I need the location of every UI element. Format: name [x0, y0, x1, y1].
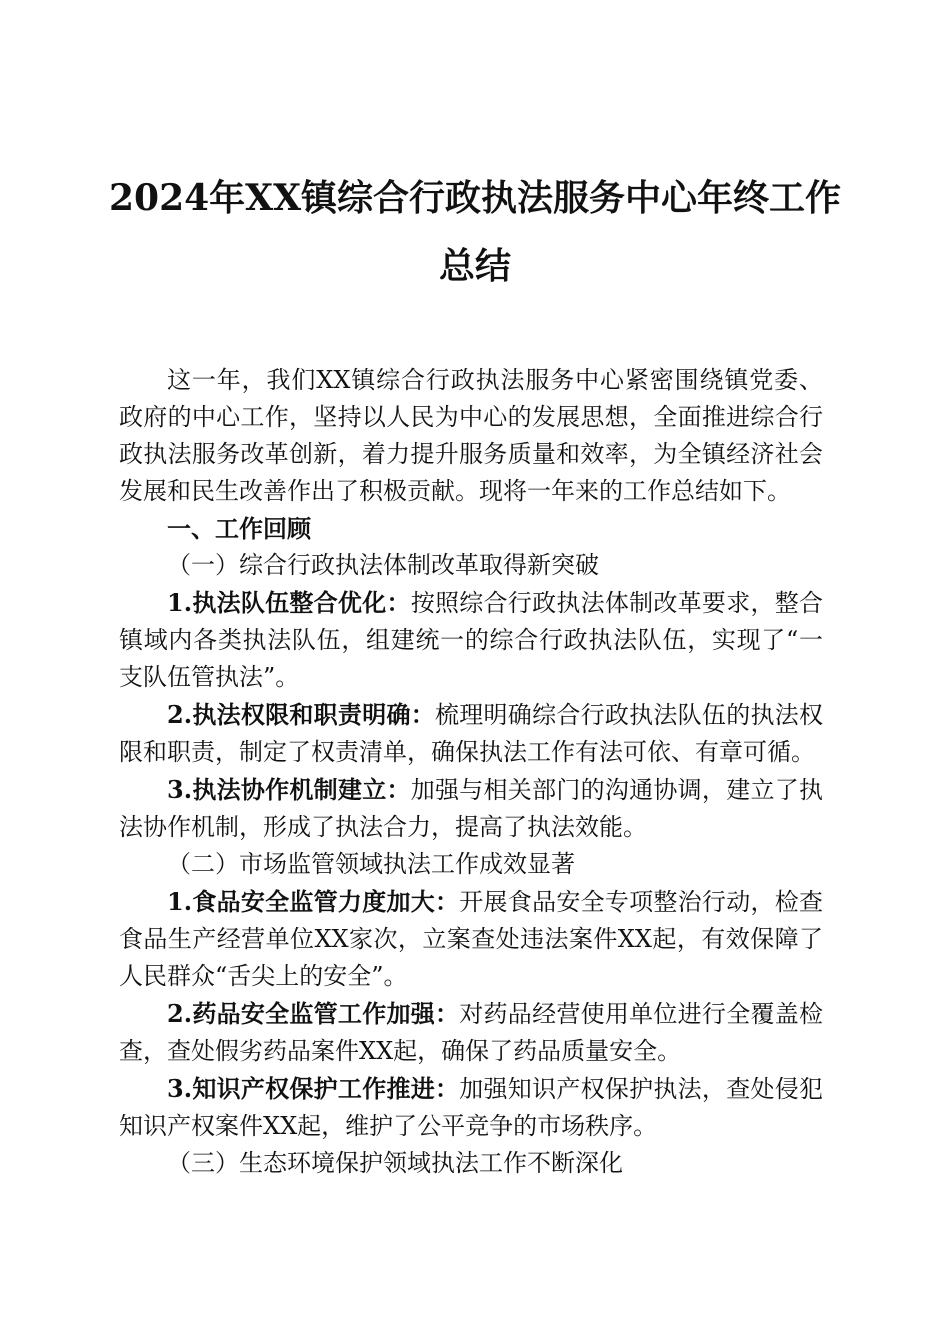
item-lead: 3.执法协作机制建立： [167, 775, 411, 804]
document-body [119, 362, 823, 1182]
list-item [119, 1070, 823, 1145]
item-lead: 2.药品安全监管工作加强： [167, 999, 460, 1028]
item-text: 对药品经营使用单位进行全覆盖检查，查处假劣药品案件XX起，确保了药品质量安全。 [119, 1000, 824, 1065]
item-text: 梳理明确综合行政执法队伍的执法权限和职责，制定了权责清单，确保执法工作有法可依、有章可循。 [119, 701, 824, 766]
subsection-heading-1: （一）综合行政执法体制改革取得新突破 [167, 551, 599, 579]
list-item [119, 771, 823, 846]
item-text: 加强知识产权保护执法，查处侵犯知识产权案件XX起，维护了公平竞争的市场秩序。 [119, 1075, 824, 1140]
item-text: 加强与相关部门的沟通协调，建立了执法协作机制，形成了执法合力，提高了执法效能。 [119, 776, 824, 841]
document-title-line2: 总结 [438, 245, 511, 287]
list-item [119, 995, 823, 1070]
subsection-heading-3: （三）生态环境保护领域执法工作不断深化 [167, 1149, 623, 1177]
list-item [119, 696, 823, 771]
item-lead: 3.知识产权保护工作推进： [167, 1074, 460, 1103]
item-lead: 1.执法队伍整合优化： [167, 588, 411, 617]
section-heading-1: 一、工作回顾 [167, 514, 311, 543]
item-lead: 2.执法权限和职责明确： [167, 700, 435, 729]
item-text: 开展食品安全专项整治行动，检查食品生产经营单位XX家次，立案查处违法案件XX起，有效保障了人民群众“舌尖上的安全”。 [119, 888, 824, 990]
list-item [119, 584, 823, 696]
document-title-line1: 2024年XX镇综合行政执法服务中心年终工作 [108, 177, 842, 219]
list-item [119, 883, 823, 995]
subsection-heading-2: （二）市场监管领域执法工作成效显著 [167, 850, 575, 878]
item-text: 按照综合行政执法体制改革要求，整合镇域内各类执法队伍，组建统一的综合行政执法队伍，实现了“一支队伍管执法”。 [119, 589, 824, 691]
intro-paragraph: 这一年，我们XX镇综合行政执法服务中心紧密围绕镇党委、政府的中心工作，坚持以人民为中心的发展思想，全面推进综合行政执法服务改革创新，着力提升服务质量和效率，为全镇经济社会发展和民生改善作出了积极贡献。现将一年来的工作总结如下。 [119, 366, 823, 505]
item-lead: 1.食品安全监管力度加大： [167, 887, 460, 916]
